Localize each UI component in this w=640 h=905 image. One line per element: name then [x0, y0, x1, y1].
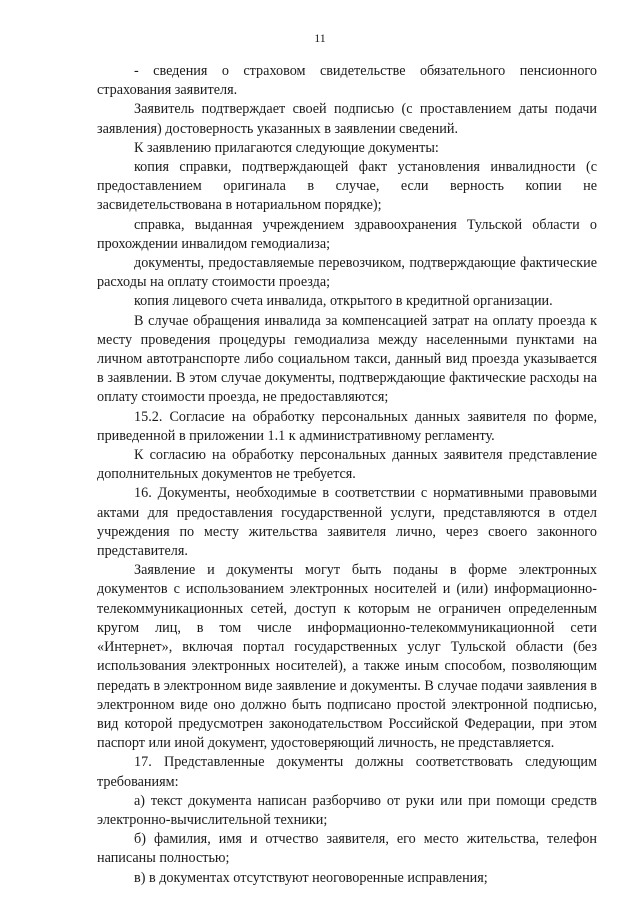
paragraph-requirement-a: а) текст документа написан разборчиво от руки или при помощи средств электронно-вычислительной техники;	[97, 792, 597, 828]
paragraph-requirement-c: в) в документах отсутствуют неоговоренные исправления;	[134, 869, 488, 886]
paragraph-electronic-submission: Заявление и документы могут быть поданы в форме электронных документов с использованием электронных носителей и (или) информационно-телекоммуникационных сетей, доступ к которым не ограничен определенным кругом лиц, в том числе информационно-телекоммуникационной сети «Интернет», включая портал государственных услуг Тульской области (без использования электронных носителей), а также иным способом, позволяющим передать в электронном виде заявление и документы. В случае подачи заявления в электронном виде оно должно быть подписано простой электронной подписью, вид которой предусмотрен законодательством Российской Федерации, при этом паспорт или иной документ, удостоверяющий личность, не представляется.	[97, 562, 597, 752]
paragraph-signature-confirmation: Заявитель подтверждает своей подписью (с проставлением даты подачи заявления) достоверность указанных в заявлении сведений.	[97, 101, 597, 137]
paragraph-requirement-b: б) фамилия, имя и отчество заявителя, его место жительства, телефон написаны полностью;	[97, 831, 597, 867]
paragraph-17-requirements: 17. Представленные документы должны соответствовать следующим требованиям:	[97, 754, 597, 790]
paragraph-disability-certificate-copy: копия справки, подтверждающей факт установления инвалидности (с предоставлением оригинала в случае, если верность копии не засвидетельствована в нотариальном порядке);	[97, 159, 597, 214]
paragraph-15-2-consent: 15.2. Согласие на обработку персональных данных заявителя по форме, приведенной в приложении 1.1 к административному регламенту.	[97, 408, 597, 444]
paragraph-attached-docs-intro: К заявлению прилагаются следующие документы:	[134, 139, 439, 156]
paragraph-bank-account-copy: копия лицевого счета инвалида, открытого в кредитной организации.	[134, 293, 553, 310]
document-body	[97, 62, 597, 888]
paragraph-personal-transport-case: В случае обращения инвалида за компенсацией затрат на оплату проезда к месту проведения процедуры гемодиализа между населенными пунктами на личном автотранспорте либо социальном такси, данный вид проезда указывается в заявлении. В этом случае документы, подтверждающие фактические расходы на оплату стоимости проезда, не предоставляются;	[97, 312, 597, 406]
page-number: 11	[314, 31, 326, 45]
paragraph-snils: - сведения о страховом свидетельстве обязательного пенсионного страхования заявителя.	[97, 63, 597, 99]
paragraph-16-submission: 16. Документы, необходимые в соответствии с нормативными правовыми актами для предоставления государственной услуги, представляются в отдел учреждения по месту жительства заявителя лично, через своего законного представителя.	[97, 485, 597, 560]
paragraph-carrier-documents: документы, предоставляемые перевозчиком, подтверждающие фактические расходы на оплату стоимости проезда;	[97, 255, 597, 291]
paragraph-hemodialysis-certificate: справка, выданная учреждением здравоохранения Тульской области о прохождении инвалидом гемодиализа;	[97, 216, 597, 252]
paragraph-consent-no-extra-docs: К согласию на обработку персональных данных заявителя представление дополнительных документов не требуется.	[97, 447, 597, 483]
